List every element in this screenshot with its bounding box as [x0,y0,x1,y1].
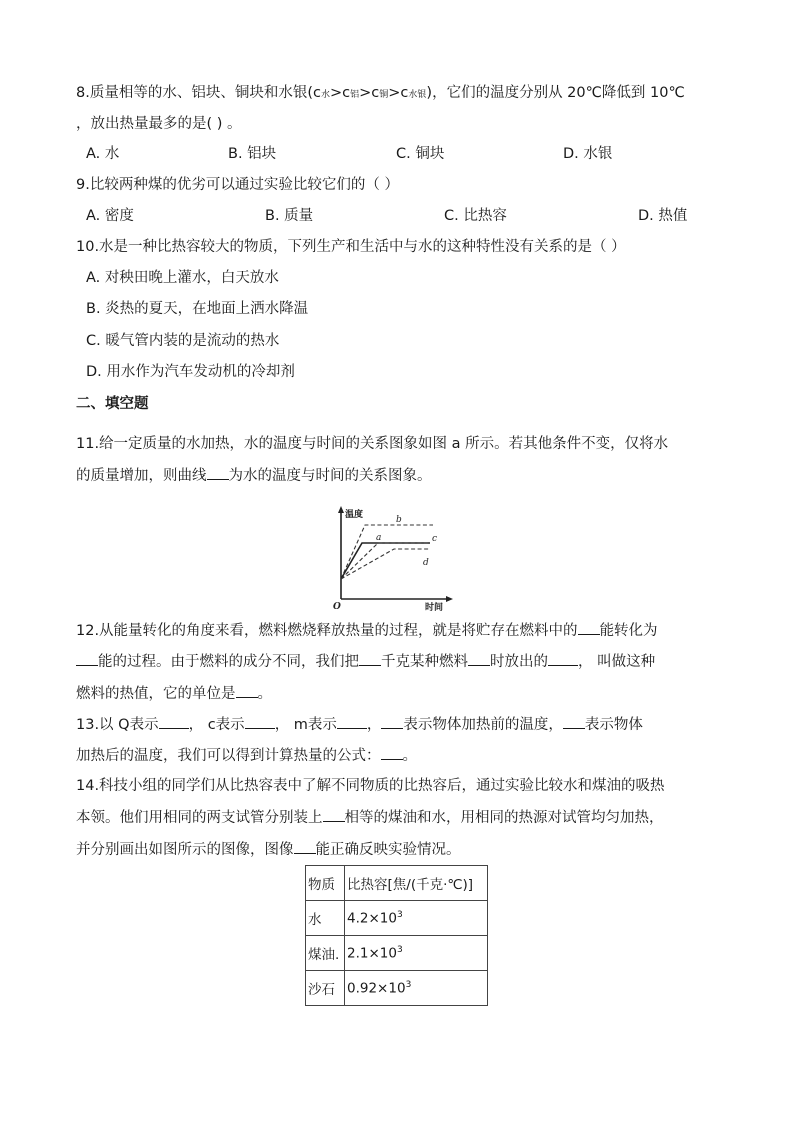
specific-heat-table [305,865,488,1006]
q12-text-f: ， 叫做这种 [578,654,656,670]
table-header-row [306,866,488,901]
q8-text-b: )，它们的温度分别从 20℃降低到 10℃ [426,85,685,101]
table-row [306,901,488,936]
answer-blank [323,807,345,822]
cell-value: 0.92×10 [347,980,406,997]
q8-sub-water: 水 [320,90,330,100]
table-row [306,971,488,1006]
cell-value: 4.2×10 [347,910,397,927]
q8-line2: ，放出热量最多的是( ) 。 [76,116,242,132]
q13-text-b: ， c表示 [188,717,245,733]
q8-option-a: A. 水 [86,146,120,162]
curve-label-c: c [432,534,438,544]
q11-text-a: 的质量增加，则曲线 [76,468,207,484]
curve-label-d: d [423,558,429,568]
q13-text-g: 加热后的温度，我们可以得到计算热量的公式： [76,748,381,764]
q8-sub-cu: 铜 [379,90,389,100]
table-cell: 沙石 [306,971,345,1006]
q11-text-b: 为水的温度与时间的关系图象。 [228,468,432,484]
answer-blank [294,839,316,854]
x-axis-arrow [446,596,453,602]
q12-text-c: 能的过程。由于燃料的成分不同，我们把 [98,654,359,670]
q8-sub-hg: 水银 [408,90,427,100]
curve-label-a: a [376,533,382,543]
y-axis-arrow [338,506,344,513]
q13-line2 [76,745,417,766]
q14-line1: 14.科技小组的同学们从比热容表中了解不同物质的比热容后，通过实验比较水和煤油的吸热 [76,778,665,794]
q8-text-a: 8.质量相等的水、铝块、铜块和水银(c [76,85,321,101]
answer-blank [578,620,600,635]
q12-text-a: 12.从能量转化的角度来看，燃料燃烧释放热量的过程，就是将贮存在燃料中的 [76,623,578,639]
answer-blank [359,651,381,666]
q10-text: 10.水是一种比热容较大的物质，下列生产和生活中与水的这种特性没有关系的是（ ） [76,239,626,255]
q9-option-a: A. 密度 [86,208,134,224]
table-cell: 水 [306,901,345,936]
q13-text-a: 13.以 Q表示 [76,717,159,733]
curve-d [341,549,430,579]
q8-option-c: C. 铜块 [396,146,445,162]
q12-text-g: 燃料的热值，它的单位是 [76,686,236,702]
q14-text-d: 能正确反映实验情况。 [315,842,461,858]
q10-option-a: A. 对秧田晚上灌水，白天放水 [86,270,279,286]
q14-text-a: 本领。他们用相同的两支试管分别装上 [76,810,323,826]
table-row [306,936,488,971]
q9-option-b: B. 质量 [265,208,314,224]
q8-option-b: B. 铝块 [228,146,277,162]
q12-text-h: 。 [257,686,272,702]
q12-text-b: 能转化为 [599,623,658,639]
q8-gt3: >c [388,85,409,101]
q10-option-c: C. 暖气管内装的是流动的热水 [86,333,280,349]
q14-text-c: 并分别画出如图所示的图像，图像 [76,842,294,858]
curve-label-b: b [396,515,402,525]
answer-blank [245,714,275,729]
table-header: 物质 [306,866,345,901]
answer-blank [548,651,578,666]
table-cell [345,936,488,971]
q14-line2 [76,807,664,828]
cell-value: 2.1×10 [347,945,397,962]
cell-exponent: 3 [396,944,403,955]
answer-blank [159,714,189,729]
q13-text-f: 表示物体 [584,717,643,733]
cell-exponent: 3 [405,979,412,990]
section-title: 二、填空题 [76,396,149,412]
q12-line1 [76,620,658,641]
cell-exponent: 3 [396,909,403,920]
q8-gt1: >c [329,85,351,101]
q13-text-h: 。 [402,748,417,764]
q11-line1: 11.给一定质量的水加热，水的温度与时间的关系图象如图 a 所示。若其他条件不变，仅将水 [76,436,669,452]
temperature-time-graph [330,505,454,613]
answer-blank [236,683,258,698]
answer-blank [381,745,403,760]
x-axis-label: 时间 [425,603,444,613]
q13-text-d: ， [366,717,382,733]
q13-text-c: ， m表示 [274,717,337,733]
q9-text: 9.比较两种煤的优劣可以通过实验比较它们的（ ） [76,177,399,193]
q9-option-d: D. 热值 [638,208,688,224]
table-cell: 煤油. [306,936,345,971]
q8-gt2: >c [359,85,380,101]
answer-blank [381,714,403,729]
answer-blank [76,651,98,666]
table-header: 比热容[焦/(千克·℃)] [345,866,488,901]
q8-option-d: D. 水银 [563,146,613,162]
table-cell [345,971,488,1006]
q10-option-d: D. 用水作为汽车发动机的冷却剂 [86,364,295,380]
q12-text-e: 时放出的 [490,654,548,670]
y-axis-label: 温度 [345,510,364,520]
q12-text-d: 千克某种燃料 [381,654,468,670]
q14-text-b: 相等的煤油和水，用相同的热源对试管均匀加热， [344,810,664,826]
q13-text-e: 表示物体加热前的温度， [403,717,563,733]
q9-option-c: C. 比热容 [444,208,507,224]
q8-line1 [76,83,685,105]
answer-blank [337,714,367,729]
q11-line2 [76,465,432,486]
answer-blank [468,651,490,666]
q13-line1 [76,714,643,735]
q10-option-b: B. 炎热的夏天，在地面上洒水降温 [86,301,309,317]
answer-blank [207,465,229,480]
q14-line3 [76,839,461,860]
q12-line3 [76,683,272,704]
table-cell [345,901,488,936]
q8-sub-al: 铝 [350,90,360,100]
answer-blank [563,714,585,729]
q12-line2 [76,651,655,672]
origin-label: O [333,602,341,612]
